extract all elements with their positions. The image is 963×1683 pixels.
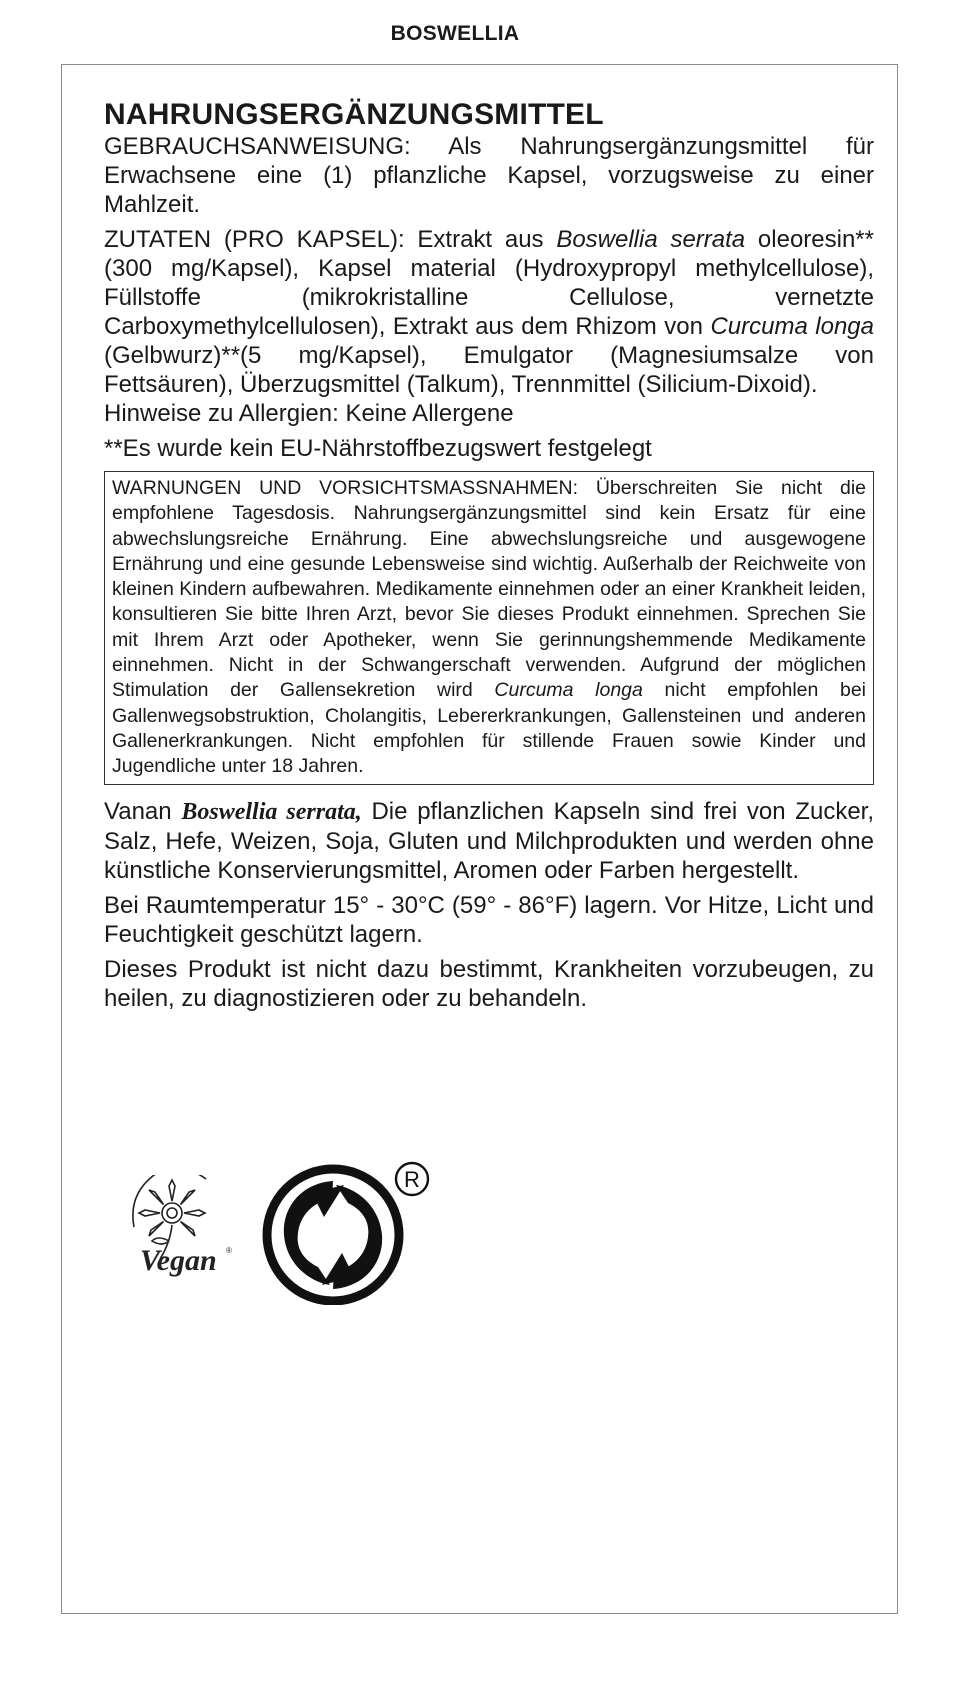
product-name: Boswellia serrata, <box>181 798 362 825</box>
vegan-sunflower-icon <box>120 1175 245 1280</box>
svg-text:R: R <box>404 1167 420 1192</box>
free-from-paragraph: Vanan Boswellia serrata, Die pflanzlichen Kapseln sind frei von Zucker, Salz, Hefe, Weizen, Soja, Gluten und Milchprodukten und werden ohne künstliche Konservierungsmittel, Aromen oder Farben hergestellt. <box>104 797 874 884</box>
warning-species-curcuma: Curcuma longa <box>494 679 643 702</box>
nrv-note: **Es wurde kein EU-Nährstoffbezugswert festgelegt <box>104 435 652 462</box>
warnings-text: WARNUNGEN UND VORSICHTSMASSNAHMEN: Überschreiten Sie nicht die empfohlene Tagesdosis. Nahrungsergänzungsmittel sind kein Ersatz für eine abwechslungsreiche Ernährung. Eine abwechslungsreiche und ausgewogene Ernährung und eine gesunde Lebensweise sind wichtig. Außerhalb der Reichweite von kleinen Kindern aufbewahren. Medikamente einnehmen oder an einer Krankheit leiden, konsultieren Sie bitte Ihren Arzt, bevor Sie dieses Produkt einnehmen. Sprechen Sie mit Ihrem Arzt oder Apotheker, wenn Sie gerinnungshemmende Medikamente einnehmen. Nicht in der Schwangerschaft verwenden. Aufgrund der möglichen Stimulation der Gallensekretion wird Curcuma longa nicht empfohlen bei Gallenwegsobstruktion, Cholangitis, Lebererkrankungen, Gallensteinen und anderen Gallenerkrankungen. Nicht empfohlen für stillende Frauen sowie Kinder und Jugendliche unter 18 Jahren. <box>112 477 867 778</box>
section-heading: NAHRUNGSERGÄNZUNGSMITTEL <box>104 98 604 131</box>
brand-name: Vanan <box>104 797 182 825</box>
registered-mark-icon <box>392 1159 432 1199</box>
species-boswellia: Boswellia serrata <box>556 226 746 253</box>
allergens-note: Hinweise zu Allergien: Keine Allergene <box>104 400 514 427</box>
label-content <box>104 98 874 1013</box>
ingredients-paragraph <box>104 225 874 428</box>
usage-instructions: GEBRAUCHSANWEISUNG: Als Nahrungsergänzungsmittel für Erwachsene eine (1) pflanzliche Kapsel, vorzugsweise zu einer Mahlzeit. <box>104 133 874 218</box>
ingredients-text-2: oleoresin**(300 mg/Kapsel), Kapsel material (Hydroxypropyl methylcellulose), Füllstoffe (mikrokristalline Cellulose, vernetzte Carboxymethylcellulosen), Extrakt aus dem Rhizom von <box>104 226 874 340</box>
warnings-box <box>104 471 874 785</box>
species-curcuma: Curcuma longa <box>710 313 874 340</box>
storage-instructions: Bei Raumtemperatur 15° - 30°C (59° - 86°F) lagern. Vor Hitze, Licht und Feuchtigkeit geschützt lagern. <box>104 891 874 948</box>
vegan-registered-mark: ® <box>226 1246 232 1255</box>
ingredients-text-1: ZUTATEN (PRO KAPSEL): Extrakt aus <box>104 226 557 253</box>
disclaimer: Dieses Produkt ist nicht dazu bestimmt, Krankheiten vorzubeugen, zu heilen, zu diagnostizieren oder zu behandeln. <box>104 955 874 1012</box>
page-title: BOSWELLIA <box>390 22 520 45</box>
certification-logos <box>120 1155 460 1305</box>
ingredients-text-3: (Gelbwurz)**(5 mg/Kapsel), Emulgator (Magnesiumsalze von Fettsäuren), Überzugsmittel (Talkum), Trennmittel (Silicium-Dixoid). <box>104 342 874 398</box>
vegan-label: Vegan <box>140 1244 217 1277</box>
